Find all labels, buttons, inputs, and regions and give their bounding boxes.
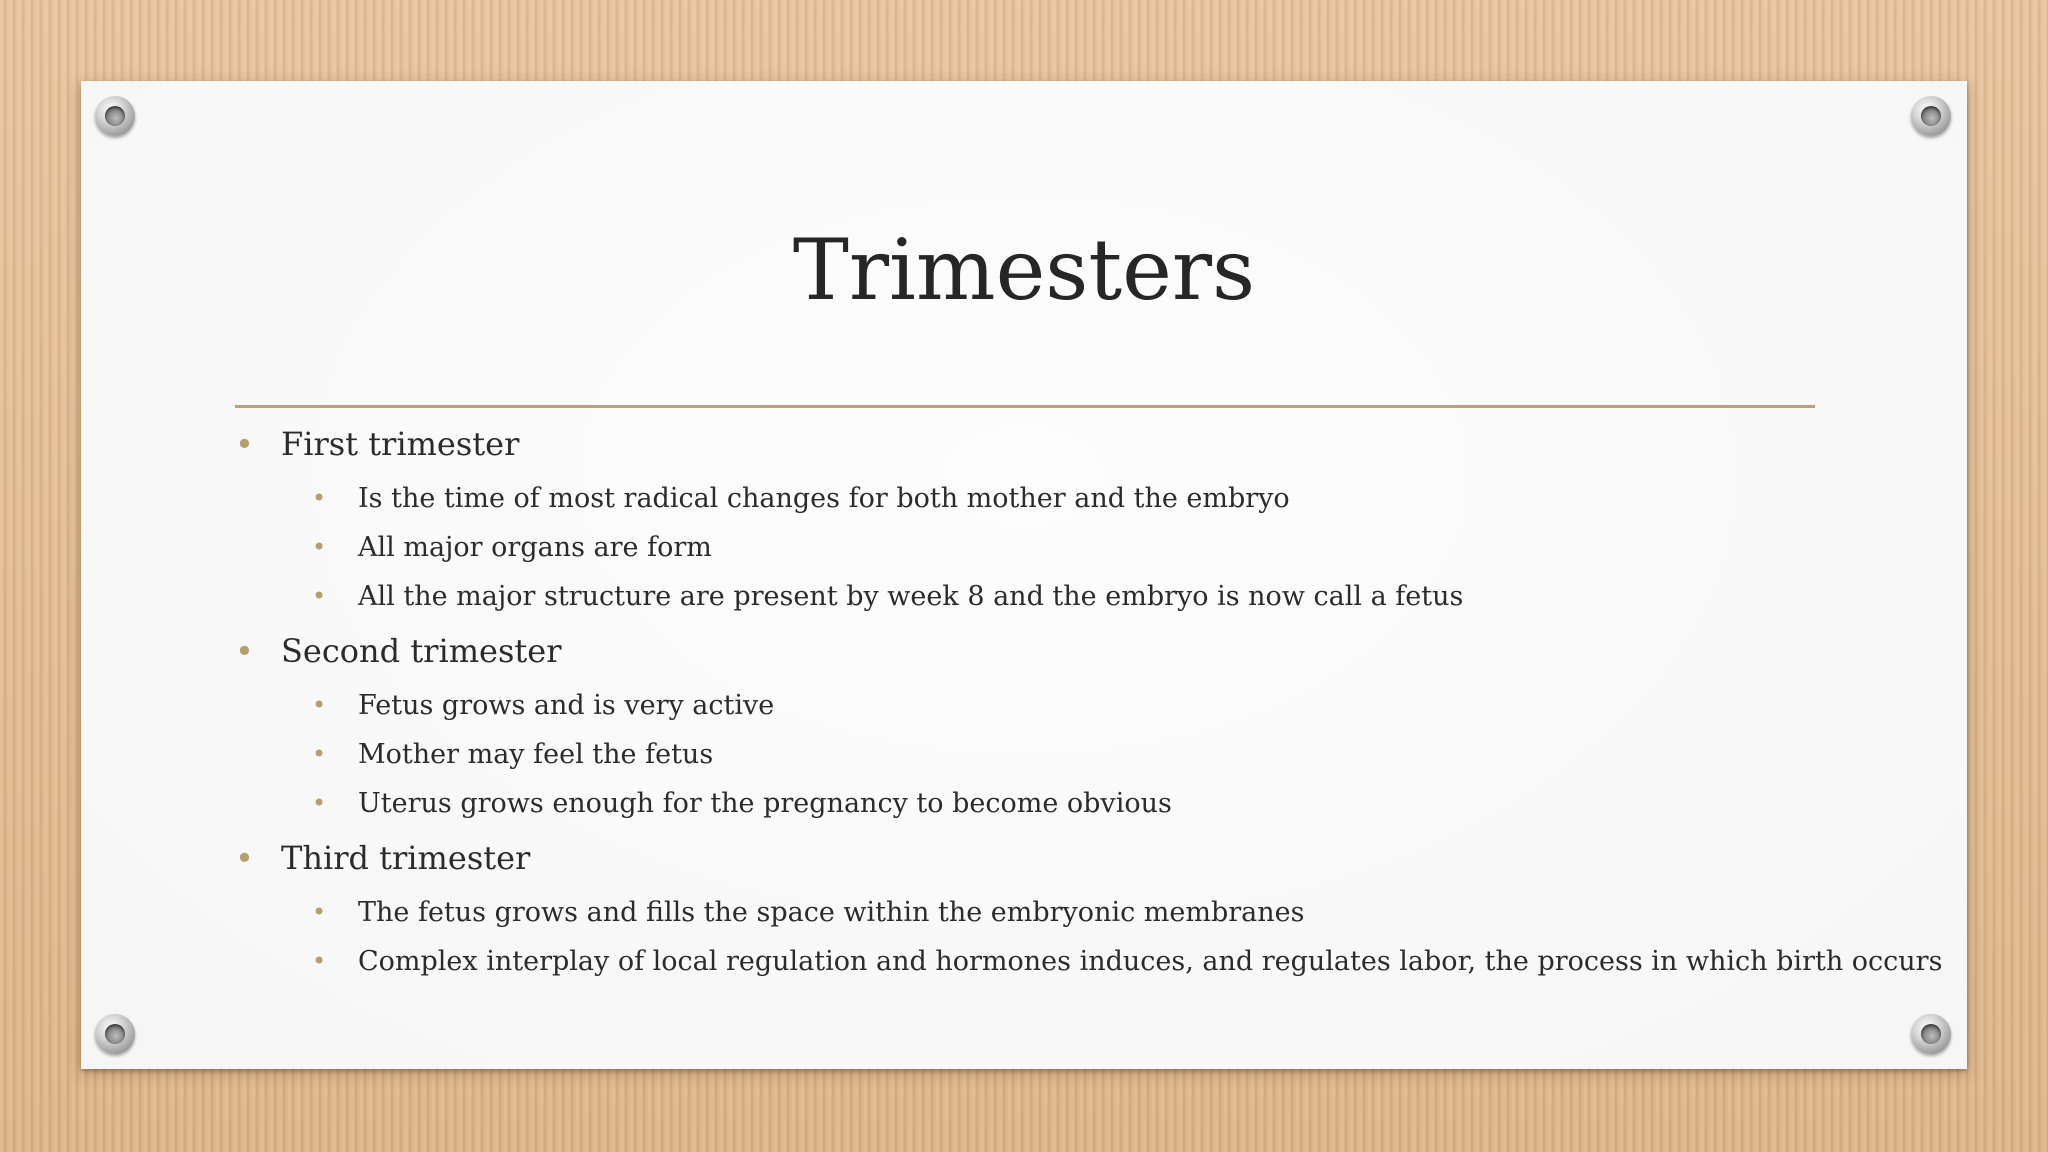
list-item [235, 572, 1815, 621]
list-item [235, 730, 1815, 779]
sub-list [235, 474, 1815, 621]
list-item [235, 474, 1815, 523]
bullet-icon: • [312, 898, 327, 926]
section-third-trimester [235, 828, 1943, 986]
grommet-top-left-icon [95, 96, 135, 136]
section-heading [235, 621, 1815, 681]
grommet-bottom-left-icon [95, 1014, 135, 1054]
list-item-text: Fetus grows and is very active [358, 690, 775, 721]
title-divider [235, 405, 1815, 408]
bullet-icon: • [312, 740, 327, 768]
section-heading-text: Third trimester [281, 839, 531, 877]
list-item-text: Is the time of most radical changes for both mother and the embryo [358, 483, 1290, 514]
section-heading-text: Second trimester [281, 632, 562, 670]
grommet-bottom-right-icon [1911, 1014, 1951, 1054]
grommet-top-right-icon [1911, 96, 1951, 136]
bullet-icon: • [312, 582, 327, 610]
list-item-text: Complex interplay of local regulation and hormones induces, and regulates labor, the process in which birth occurs [358, 946, 1943, 977]
bullet-list [235, 414, 1943, 986]
list-item [235, 937, 1943, 986]
bullet-icon: • [312, 691, 327, 719]
section-heading [235, 414, 1815, 474]
bullet-icon: • [312, 947, 327, 975]
bullet-icon: • [235, 425, 254, 463]
section-second-trimester [235, 621, 1815, 828]
sub-list [235, 888, 1943, 986]
bullet-icon: • [312, 533, 327, 561]
bullet-icon: • [235, 839, 254, 877]
list-item [235, 888, 1815, 937]
section-heading [235, 828, 1815, 888]
bullet-icon: • [235, 632, 254, 670]
sub-list [235, 681, 1815, 828]
section-heading-text: First trimester [281, 425, 520, 463]
list-item [235, 523, 1815, 572]
list-item [235, 681, 1815, 730]
list-item-text: All the major structure are present by week 8 and the embryo is now call a fetus [358, 581, 1464, 612]
slide-title: Trimesters [792, 221, 1256, 319]
list-item-text: The fetus grows and fills the space within the embryonic membranes [358, 897, 1305, 928]
list-item-text: All major organs are form [358, 532, 712, 563]
bullet-icon: • [312, 789, 327, 817]
bullet-icon: • [312, 484, 327, 512]
list-item-text: Mother may feel the fetus [358, 739, 714, 770]
section-first-trimester [235, 414, 1815, 621]
list-item-text: Uterus grows enough for the pregnancy to become obvious [358, 788, 1172, 819]
list-item [235, 779, 1815, 828]
